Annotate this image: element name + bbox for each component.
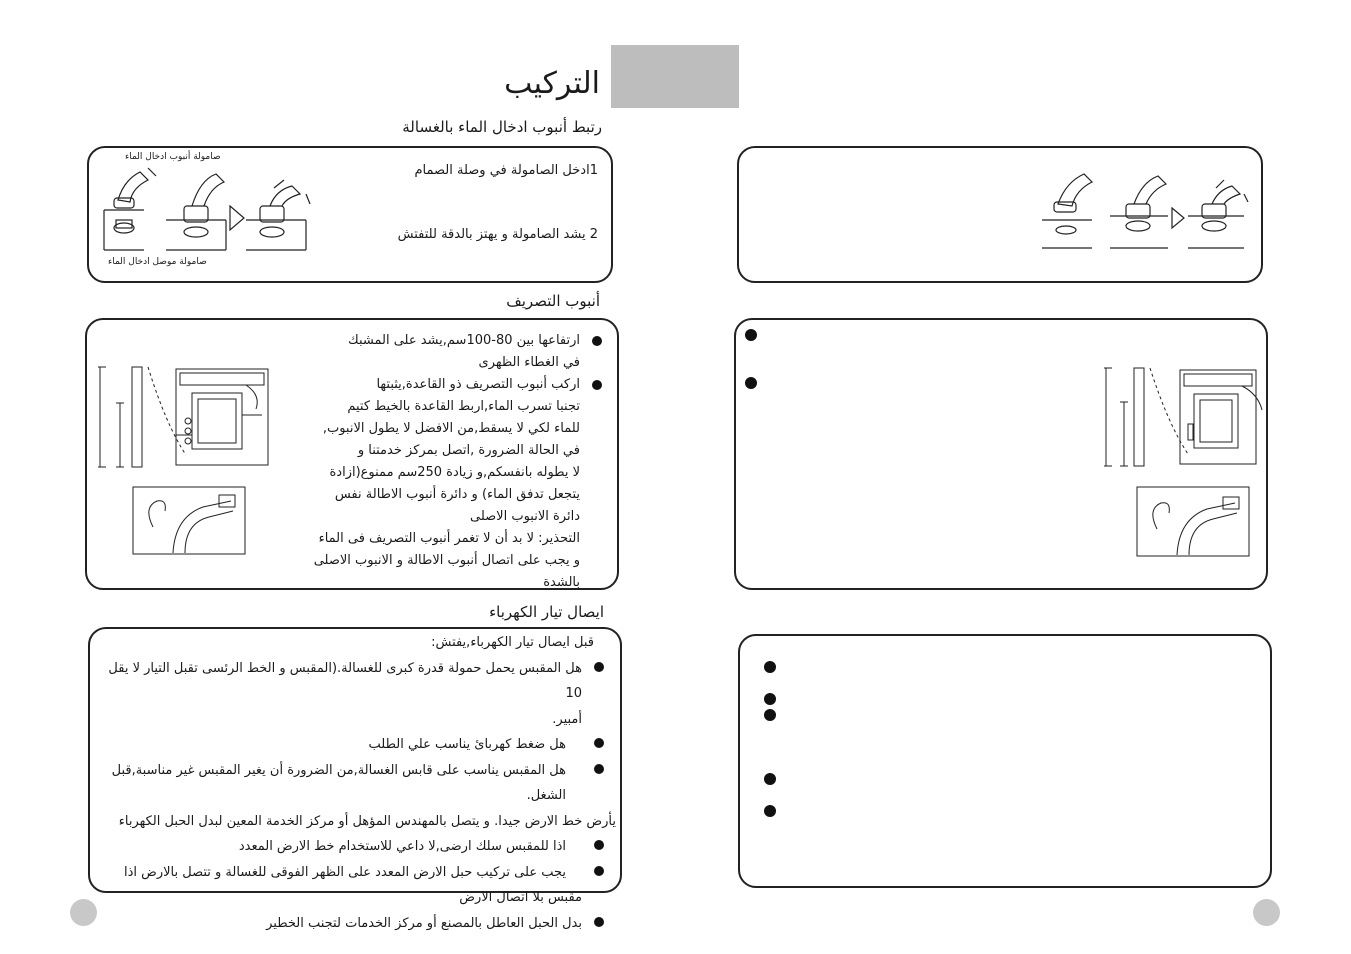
drain-hose-clip-diagram-right [1137, 487, 1250, 557]
drain-heading: أنبوب التصريف [506, 292, 600, 310]
page-title: التركيب [504, 66, 600, 101]
page-marker-left [70, 899, 97, 926]
drain-right-bullet-1 [745, 329, 757, 341]
inlet-heading: رتبط أنبوب ادخال الماء بالغسالة [402, 118, 602, 136]
power-item-3: هل المقبس يناسب على قابس الغسالة,من الضرورة أن يغير المقبس غير مناسبة,قبل الشغل. [94, 758, 608, 809]
inlet-illustration-left [96, 160, 336, 260]
power-right-bullet-1 [764, 661, 776, 673]
power-right-bullet-2 [764, 693, 776, 705]
power-item-1: هل المقبس يحمل حمولة قدرة كبرى للغسالة.(المقبس و الخط الرئسى تقبل التيار لا يقل 10 أمبير. [94, 656, 608, 733]
drain-bullet-1: ارتفاعها بين 80-100سم,يشد على المشبك في الغطاء الظهرى [290, 330, 606, 374]
power-item-5: يجب على تركيب حبل الارض المعدد على الظهر الفوقى للغسالة و تتصل بالارض اذا مقبس بلا اتصال الارض [94, 860, 608, 911]
power-intro: قبل ايصال تيار الكهرباء,يفتش: [431, 635, 594, 650]
power-heading: ايصال تيار الكهرباء [489, 603, 604, 621]
drain-machine-diagram-left [96, 365, 271, 475]
power-right-bullet-3 [764, 709, 776, 721]
inlet-step-2: 2 يشد الصامولة و يهتز بالدقة للتفتش [397, 227, 598, 242]
inlet-label-hose-nut: صامولة أنبوب ادخال الماء [125, 152, 221, 162]
power-right-bullet-4 [764, 773, 776, 785]
inlet-label-connector-nut: صامولة موصل ادخال الماء [108, 257, 207, 267]
power-item-6: بدل الحبل العاطل بالمصنع أو مركز الخدمات لتجنب الخطير [94, 911, 608, 937]
power-box-right [738, 634, 1272, 888]
inlet-step-1: 1ادخل الصامولة في وصلة الصمام [414, 163, 598, 178]
drain-machine-diagram-right [1102, 366, 1267, 472]
header-gray-tab [611, 45, 739, 108]
drain-bullet-2: اركب أنبوب التصريف ذو القاعدة,يثبتها [290, 374, 606, 396]
power-text [94, 630, 616, 936]
power-item-2: هل ضغط كهربائ يناسب علي الطلب [94, 732, 608, 758]
drain-hose-clip-diagram-left [133, 487, 246, 555]
inlet-illustration-right [1038, 168, 1258, 258]
power-item-3-cont: يأرض خط الارض جيدا. و يتصل بالمهندس المؤهل أو مركز الخدمة المعين لبدل الحبل الكهرباء [118, 813, 616, 829]
drain-bullet-2-cont: تجنبا تسرب الماء,اربط القاعدة بالخيط كتيم للماء لكي لا يسقط,من الافضل لا يطول الانبوب, في الحالة الضرورة ,اتصل بمركز خدمتنا و لا يطوله بانفسكم,و زيادة 250سم ممنوع(ازادة يتجعل تدفق الماء) و دائرة أنبوب الاطالة نفس دائرة الانبوب الاصلى التحذير: لا بد أن لا تغمر أنبوب التصريف فى الماء و يجب على اتصال أنبوب الاطالة و الانبوب الاصلى بالشدة [313, 399, 580, 590]
power-right-bullet-5 [764, 805, 776, 817]
drain-text [290, 330, 606, 594]
power-item-4: اذا للمقبس سلك ارضى,لا داعي للاستخدام خط الارض المعدد [94, 834, 608, 860]
drain-right-bullet-2 [745, 377, 757, 389]
page-marker-right [1253, 899, 1280, 926]
